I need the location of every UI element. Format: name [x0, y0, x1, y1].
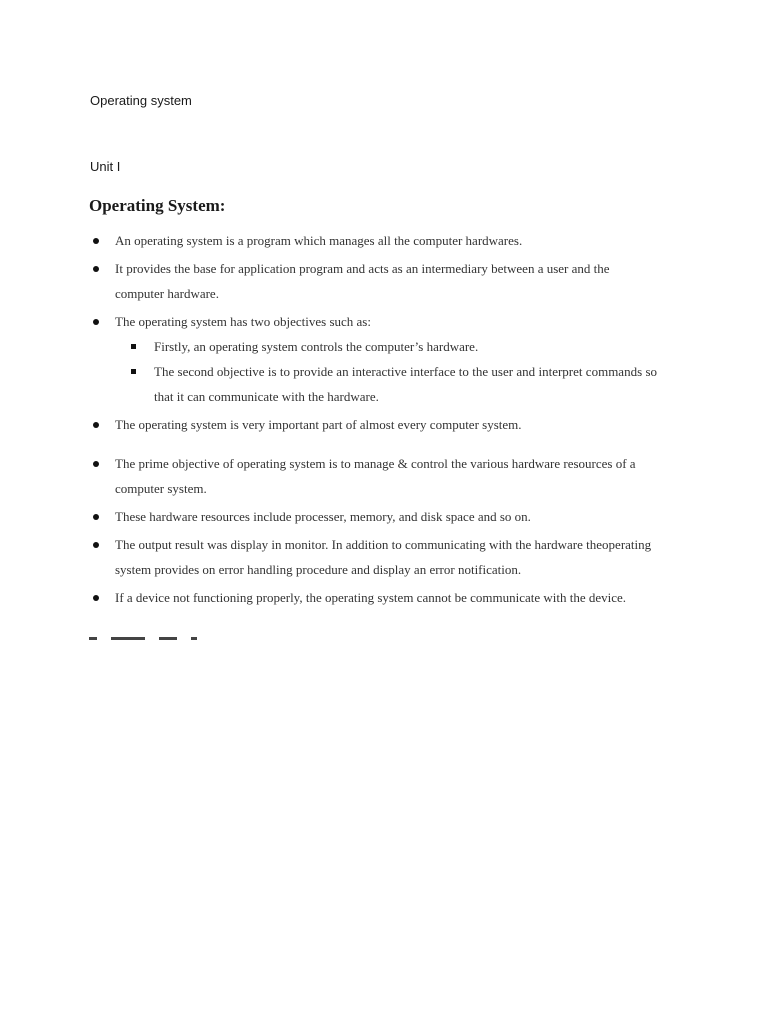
list-item [0, 532, 657, 582]
bullet-square-icon [131, 344, 136, 349]
section-heading: Operating System: [89, 196, 226, 215]
list-item [0, 228, 657, 253]
truncated-glyph [191, 637, 197, 640]
truncated-glyph [111, 637, 145, 640]
bullet-dot-icon [93, 238, 99, 244]
list-item [0, 585, 657, 610]
truncated-glyph [89, 637, 97, 640]
list-item-text: It provides the base for application program and acts as an intermediary between a user and the computer hardware. [115, 261, 610, 301]
list-item [0, 451, 657, 501]
unit-label: Unit I [90, 159, 121, 174]
sub-list-item [115, 334, 657, 359]
list-item [0, 504, 657, 529]
bullet-dot-icon [93, 595, 99, 601]
bullet-dot-icon [93, 319, 99, 325]
list-item-text: If a device not functioning properly, the operating system cannot be communicate with the device. [115, 590, 627, 605]
list-item-text: The output result was display in monitor. In addition to communicating with the hardware theoperating system provides on error handling procedure and display an error notification. [115, 537, 652, 577]
list-item [0, 412, 657, 437]
bullet-list [0, 228, 768, 613]
list-item-text: The prime objective of operating system is to manage & control the various hardware resources of a computer system. [115, 456, 636, 496]
sub-list-item-text: Firstly, an operating system controls the computer’s hardware. [154, 339, 479, 354]
truncated-glyph [159, 637, 177, 640]
list-item-text: These hardware resources include processer, memory, and disk space and so on. [115, 509, 531, 524]
bullet-dot-icon [93, 461, 99, 467]
bullet-dot-icon [93, 422, 99, 428]
bullet-dot-icon [93, 266, 99, 272]
sub-bullet-list [115, 334, 657, 409]
truncated-next-heading [89, 637, 249, 643]
list-item [0, 256, 657, 306]
document-title: Operating system [90, 93, 192, 108]
sub-list-item-text: The second objective is to provide an interactive interface to the user and interpret commands so that it can communicate with the hardware. [154, 364, 657, 404]
list-item [0, 309, 657, 409]
list-item-text: An operating system is a program which manages all the computer hardwares. [115, 233, 523, 248]
list-item-text: The operating system has two objectives such as: [115, 314, 371, 329]
bullet-dot-icon [93, 542, 99, 548]
bullet-square-icon [131, 369, 136, 374]
bullet-dot-icon [93, 514, 99, 520]
list-item-text: The operating system is very important part of almost every computer system. [115, 417, 522, 432]
sub-list-item [115, 359, 657, 409]
